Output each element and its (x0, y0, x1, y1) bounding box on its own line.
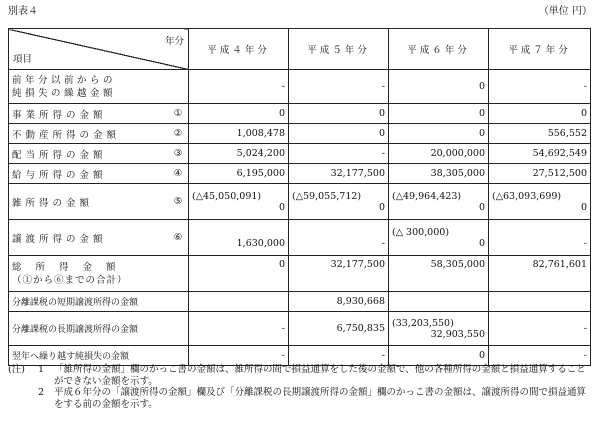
value-cell: 0 (289, 104, 389, 124)
table-row (9, 70, 591, 104)
row-label-text: 不動産所得の金額 (12, 129, 121, 141)
value-cell: - (489, 312, 591, 346)
row-label-text: 雑所得の金額 (12, 197, 94, 209)
net-amount: 0 (478, 237, 485, 249)
table-row (9, 164, 591, 184)
row-label-line: 純損失の繰越金額 (12, 87, 117, 99)
row-number: ③ (173, 148, 183, 159)
value-cell: - (289, 144, 389, 164)
row-number: ⑥ (173, 232, 183, 243)
value-cell (389, 184, 489, 220)
row-label (9, 312, 189, 346)
value-cell (489, 184, 591, 220)
table-row (9, 256, 591, 292)
value-cell (289, 220, 389, 256)
row-label-text: 給与所得の金額 (12, 169, 107, 181)
row-label (9, 256, 189, 292)
offset-amount (192, 227, 285, 238)
net-amount: 0 (278, 201, 285, 213)
row-number: ⑤ (173, 196, 183, 207)
footnote-text: 「雑所得の金額」欄のかっこ書の金額は、雑所得の間で損益通算をした後の金額で、他の各種所得の金額と損益通算することができない金額を示す。 (54, 364, 586, 387)
row-label (9, 104, 189, 124)
value-cell: 58,305,000 (389, 256, 489, 292)
offset-amount: (△ 300,000) (392, 226, 450, 238)
value-cell: 20,000,000 (389, 144, 489, 164)
net-amount: 32,903,550 (430, 328, 485, 340)
net-amount: - (381, 237, 385, 249)
income-table (8, 28, 591, 366)
footnotes (8, 364, 592, 410)
table-row (9, 220, 591, 256)
row-label-line: 前年分以前からの (12, 74, 117, 86)
row-number: ④ (173, 168, 183, 179)
table-row (9, 346, 591, 366)
row-number: ① (173, 108, 183, 119)
value-cell (489, 220, 591, 256)
year-header: 平成７年分 (489, 29, 591, 70)
year-header: 平成４年分 (189, 29, 289, 70)
offset-amount: (△59,055,712) (292, 190, 362, 202)
footnote-number: 2 (38, 387, 45, 398)
value-cell: - (489, 346, 591, 366)
table-row (9, 124, 591, 144)
row-number: ② (173, 128, 183, 139)
value-cell: 82,761,601 (489, 256, 591, 292)
value-cell (389, 292, 489, 312)
row-label-text: 翌年へ繰り越す純損失の金額 (12, 352, 130, 362)
footnote-text: 平成６年分の「譲渡所得の金額」欄及び「分離課税の長期譲渡所得の金額」欄のかっこ書の金額は、譲渡所得の間で損益通算をする前の金額を示す。 (54, 387, 587, 410)
value-cell: 0 (289, 124, 389, 144)
value-cell: 6,750,835 (289, 312, 389, 346)
row-label (9, 184, 189, 220)
footnote-item (8, 364, 592, 387)
table-caption: 別表４ (8, 6, 38, 17)
row-label-line: 総所得金額 (12, 261, 130, 273)
value-cell: - (189, 312, 289, 346)
table-header-row (9, 29, 591, 70)
value-cell: 1,008,478 (189, 124, 289, 144)
value-cell: - (189, 70, 289, 104)
offset-amount: (△45,050,091) (192, 190, 262, 202)
value-cell (289, 184, 389, 220)
row-label (9, 144, 189, 164)
value-cell: 54,692,549 (489, 144, 591, 164)
value-cell: 0 (389, 104, 489, 124)
row-label-text: 事業所得の金額 (12, 109, 107, 121)
value-cell: - (289, 70, 389, 104)
table-row (9, 144, 591, 164)
net-amount: 0 (378, 201, 385, 213)
row-label-line: （①から⑥までの合計） (12, 274, 128, 286)
header-corner (9, 29, 189, 70)
row-label-text: 配当所得の金額 (12, 149, 107, 161)
table-row (9, 184, 591, 220)
value-cell: 32,177,500 (289, 164, 389, 184)
value-cell: 0 (189, 256, 289, 292)
value-cell (489, 292, 591, 312)
value-cell (189, 292, 289, 312)
row-label (9, 292, 189, 312)
value-cell: 6,195,000 (189, 164, 289, 184)
unit-label: （単位 円） (538, 6, 592, 17)
offset-amount: (△63,093,699) (492, 190, 562, 202)
value-cell (189, 184, 289, 220)
value-cell: - (489, 70, 591, 104)
value-cell (389, 220, 489, 256)
footnote-item (8, 387, 592, 410)
value-cell (389, 312, 489, 346)
value-cell: 0 (389, 124, 489, 144)
footnote-mark: (注) (8, 364, 25, 375)
value-cell: - (289, 346, 389, 366)
value-cell: 0 (389, 346, 489, 366)
offset-amount: (33,203,550) (392, 317, 454, 329)
value-cell: 27,512,500 (489, 164, 591, 184)
value-cell: 0 (189, 104, 289, 124)
row-label (9, 220, 189, 256)
row-label-text: 分離課税の長期譲渡所得の金額 (12, 325, 139, 335)
net-amount: 0 (580, 201, 587, 213)
table-row (9, 292, 591, 312)
row-label-text: 分離課税の短期譲渡所得の金額 (12, 298, 139, 308)
footnote-mark-spacer (8, 387, 38, 410)
corner-item-label: 項目 (13, 54, 33, 65)
value-cell: - (189, 346, 289, 366)
value-cell: 8,930,668 (289, 292, 389, 312)
footnote-number: 1 (38, 364, 45, 375)
offset-amount: (△49,964,423) (392, 190, 462, 202)
value-cell: 0 (489, 104, 591, 124)
table-row (9, 104, 591, 124)
row-label (9, 70, 189, 104)
offset-amount (492, 227, 587, 238)
net-amount: - (583, 237, 587, 249)
year-header: 平成５年分 (289, 29, 389, 70)
row-label (9, 164, 189, 184)
value-cell: 38,305,000 (389, 164, 489, 184)
table-row (9, 312, 591, 346)
corner-year-label: 年分 (164, 36, 184, 47)
value-cell: 5,024,200 (189, 144, 289, 164)
row-label-text: 譲渡所得の金額 (12, 233, 107, 245)
value-cell (189, 220, 289, 256)
value-cell: 556,552 (489, 124, 591, 144)
offset-amount (292, 227, 385, 238)
net-amount: 0 (478, 201, 485, 213)
net-amount: 1,630,000 (236, 237, 285, 249)
row-label (9, 346, 189, 366)
row-label (9, 124, 189, 144)
value-cell: 0 (389, 70, 489, 104)
year-header: 平成６年分 (389, 29, 489, 70)
value-cell: 32,177,500 (289, 256, 389, 292)
